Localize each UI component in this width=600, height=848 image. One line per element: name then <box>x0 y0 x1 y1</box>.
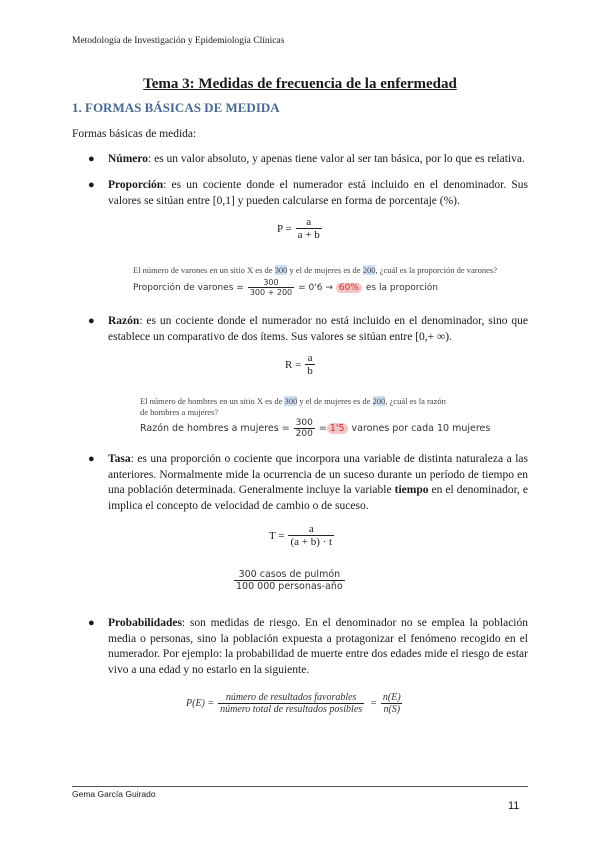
tasa-handwritten-example <box>234 569 345 592</box>
formula-denominator: número total de resultados posibles <box>220 704 363 715</box>
formula-numerator: a <box>308 523 314 535</box>
formula-equals: = <box>370 698 377 709</box>
numero-term: Número <box>108 153 149 165</box>
formula-fraction <box>296 216 322 241</box>
proporcion-example-question: El número de varones en un sitio X es de 300 y el de mujeres es de 200, ¿cuál es la proporción de varones? <box>133 265 497 275</box>
formula-denominator: b <box>307 365 313 377</box>
hand-num: 300 <box>295 418 313 428</box>
tasa-text-c: en el denominador, e implica el concepto de velocidad de cambio o de suceso. <box>108 484 528 512</box>
formula-fraction-2 <box>381 692 403 715</box>
proporcion-text: : es un cociente donde el numerador está incluido en el denominador. Sus valores se sitúan entre [0,1] y pueden calcularse en forma de porcentaje (%). <box>108 179 528 207</box>
hand-label: Razón de hombres a mujeres = <box>140 423 290 434</box>
formula-denominator: a + b <box>297 229 320 241</box>
formula-numerator: número de resultados favorables <box>225 692 357 703</box>
intro-text: Formas básicas de medida: <box>72 128 197 140</box>
formula-lhs: P = <box>277 222 292 235</box>
section-heading: 1. FORMAS BÁSICAS DE MEDIDA <box>72 100 280 115</box>
formula-numerator: a <box>306 216 312 228</box>
hand-percent-circled: 60% <box>336 283 362 293</box>
hand-num: 300 casos de pulmón <box>238 569 341 580</box>
formula-fraction <box>288 523 334 548</box>
formula-fraction <box>305 352 315 377</box>
probabilidades-paragraph <box>108 616 528 678</box>
page-number: 11 <box>508 800 520 812</box>
tasa-text-bold: tiempo <box>394 484 429 496</box>
bullet-dot: ● <box>88 179 95 191</box>
probabilidades-text: : son medidas de riesgo. En el denominador no se emplea la población media o personas, sino la población expuesta a protagonizar el fenómeno recogido en el numerador. Por ejemplo: la probabilidad de muerte entre dos edades mide el riesgo de estar vivo a una edad y no estarlo en la siguiente. <box>108 617 528 676</box>
hand-num: 300 <box>263 278 279 287</box>
formula-numerator: a <box>307 352 313 364</box>
hand-label: Proporción de varones = <box>133 282 244 293</box>
proporcion-formula <box>277 216 322 241</box>
probabilidades-formula <box>186 692 403 715</box>
bullet-dot: ● <box>88 453 95 465</box>
probabilidades-term: Probabilidades <box>108 617 182 629</box>
hand-value-circled: 1'5 <box>327 423 348 434</box>
footer-divider <box>72 786 528 787</box>
razon-handwritten-example <box>140 418 490 439</box>
formula-denominator: (a + b) · t <box>290 536 333 548</box>
hand-den: 300 + 200 <box>249 288 293 297</box>
proporcion-paragraph <box>108 178 528 209</box>
formula-fraction <box>218 692 364 715</box>
hand-result: = <box>318 423 327 434</box>
hand-den: 200 <box>295 429 313 439</box>
hand-den: 100 000 personas-año <box>236 581 343 592</box>
numero-text: : es un valor absoluto, y apenas tiene valor al ser tan básica, por lo que es relativa. <box>148 153 525 165</box>
formula-lhs: R = <box>285 358 302 371</box>
formula-lhs: P(E) = <box>186 698 215 709</box>
proporcion-term: Proporción <box>108 179 164 191</box>
hand-fraction <box>294 418 315 439</box>
page-title: Tema 3: Medidas de frecuencia de la enfermedad <box>143 76 457 92</box>
hand-tail: es la proporción <box>365 282 438 293</box>
numero-paragraph <box>108 152 528 168</box>
hand-result: = 0'6 → <box>298 282 333 293</box>
footer-author: Gema García Guirado <box>72 789 156 799</box>
bullet-dot: ● <box>88 617 95 629</box>
tasa-text-a: : es una proporción o cociente que incorpora una variable de distinta naturaleza a las anteriores. Normalmente mide la ocurrencia de un suceso durante un período de tiempo en una población determinada. Generalmente incluye la variable <box>108 453 528 496</box>
razon-text: : es un cociente donde el numerador no está incluido en el denominador, sino que establece un comparativo de dos ítems. Sus valores se sitúan entre [0,+ ∞). <box>108 315 528 343</box>
formula-lhs: T = <box>269 529 285 542</box>
razon-term: Razón <box>108 315 140 327</box>
proporcion-handwritten-example <box>133 278 438 297</box>
razon-example-question: El número de hombres en un sitio X es de 300 y el de mujeres es de 200, ¿cuál es la razón de hombres a mujeres? <box>140 396 446 417</box>
formula-denominator-2: n(S) <box>383 704 401 715</box>
hand-fraction <box>248 278 294 297</box>
razon-formula <box>285 352 315 377</box>
tasa-formula <box>269 523 334 548</box>
bullet-dot: ● <box>88 153 95 165</box>
razon-paragraph <box>108 314 528 345</box>
tasa-term: Tasa <box>108 453 131 465</box>
tasa-paragraph <box>108 452 528 514</box>
running-header: Metodología de Investigación y Epidemiología Clínicas <box>72 36 285 46</box>
formula-numerator-2: n(E) <box>382 692 401 703</box>
hand-tail: varones por cada 10 mujeres <box>351 423 491 434</box>
hand-fraction <box>234 569 345 592</box>
bullet-dot: ● <box>88 315 95 327</box>
